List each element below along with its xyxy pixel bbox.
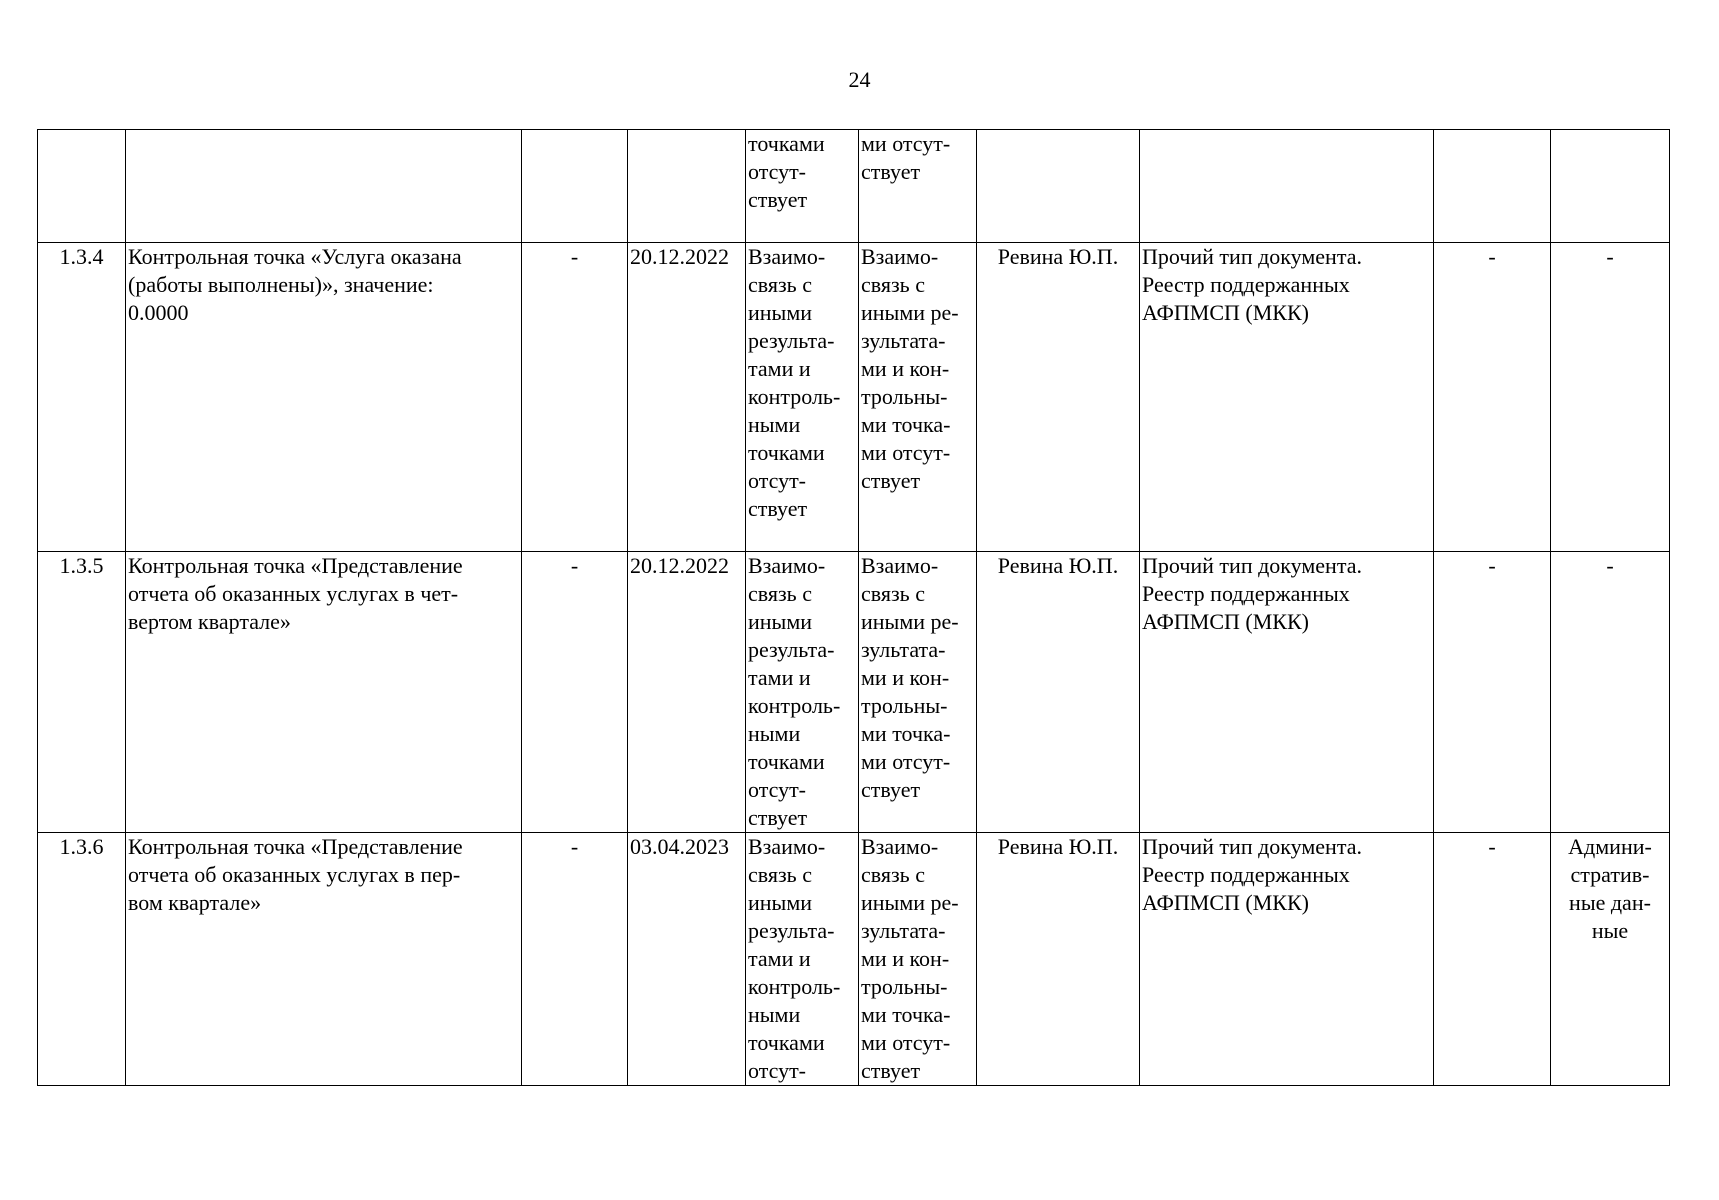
cell-base-value: - [522, 552, 628, 833]
cell-relation-results [746, 833, 859, 1086]
text-line: иными [748, 890, 813, 915]
text-line: иными ре- [861, 300, 959, 325]
cell-responsible [977, 130, 1140, 243]
cell-col9: - [1434, 552, 1551, 833]
text-line: результа- [748, 328, 835, 353]
text-line: связь с [861, 862, 925, 887]
cell-number [38, 130, 126, 243]
text-line: ми точка- [861, 412, 951, 437]
text-line: ми и кон- [861, 665, 950, 690]
text-line: точками [748, 749, 825, 774]
text-line: Прочий тип документа. [1142, 244, 1362, 269]
text-line: ствует [861, 468, 921, 493]
cell-document [1140, 552, 1434, 833]
cell-responsible: Ревина Ю.П. [977, 243, 1140, 552]
cell-document [1140, 243, 1434, 552]
text-line: 0.0000 [128, 300, 189, 325]
text-line: контроль- [748, 384, 841, 409]
text-line: тами и [748, 946, 811, 971]
control-points-table [37, 129, 1670, 1086]
text-line: ными [748, 1002, 801, 1027]
text-line: ствует [861, 777, 921, 802]
text-line: зультата- [861, 918, 946, 943]
cell-document [1140, 833, 1434, 1086]
text-line: ствует [861, 1058, 921, 1083]
text-line: точками [748, 1030, 825, 1055]
text-line: ные [1591, 918, 1629, 943]
cell-col9: - [1434, 243, 1551, 552]
text-line: зультата- [861, 328, 946, 353]
cell-col10 [1551, 243, 1670, 552]
text-line: отсут- [748, 777, 807, 802]
text-line: АФПМСП (МКК) [1142, 609, 1309, 634]
text-line: Прочий тип документа. [1142, 834, 1362, 859]
cell-document [1140, 130, 1434, 243]
table-row [38, 243, 1670, 552]
text-line: Контрольная точка «Услуга оказана [128, 244, 462, 269]
text-line: ствует [861, 159, 921, 184]
text-line: стратив- [1570, 862, 1650, 887]
text-line: Взаимо- [748, 244, 826, 269]
cell-responsible: Ревина Ю.П. [977, 833, 1140, 1086]
cell-relation-control [859, 552, 977, 833]
cell-responsible: Ревина Ю.П. [977, 552, 1140, 833]
text-line: отсут- [748, 159, 807, 184]
text-line: Взаимо- [861, 244, 939, 269]
text-line: связь с [861, 581, 925, 606]
text-line: Взаимо- [861, 834, 939, 859]
cell-relation-control [859, 833, 977, 1086]
text-line: трольны- [861, 693, 948, 718]
cell-relation-results [746, 130, 859, 243]
text-line: Взаимо- [748, 553, 826, 578]
text-line: результа- [748, 637, 835, 662]
text-line: ствует [748, 805, 808, 830]
text-line: отчета об оказанных услугах в чет- [128, 581, 459, 606]
text-line: Взаимо- [748, 834, 826, 859]
text-line: контроль- [748, 974, 841, 999]
text-line: АФПМСП (МКК) [1142, 890, 1309, 915]
text-line: тами и [748, 356, 811, 381]
text-line: точками [748, 440, 825, 465]
cell-number: 1.3.4 [38, 243, 126, 552]
text-line: Реестр поддержанных [1142, 862, 1350, 887]
text-line: Контрольная точка «Представление [128, 834, 463, 859]
text-line: ствует [748, 496, 808, 521]
cell-relation-results [746, 243, 859, 552]
text-line: - [1606, 553, 1614, 578]
text-line: Реестр поддержанных [1142, 272, 1350, 297]
text-line: ные дан- [1569, 890, 1651, 915]
text-line: ными [748, 721, 801, 746]
cell-base-value [522, 130, 628, 243]
text-line: иными [748, 300, 813, 325]
text-line: ми отсут- [861, 440, 951, 465]
text-line: отчета об оказанных услугах в пер- [128, 862, 461, 887]
text-line: связь с [748, 272, 812, 297]
cell-name [126, 243, 522, 552]
text-line: Админи- [1568, 834, 1652, 859]
cell-base-value: - [522, 243, 628, 552]
text-line: иными ре- [861, 890, 959, 915]
cell-date: 20.12.2022 [628, 552, 746, 833]
cell-name [126, 130, 522, 243]
text-line: (работы выполнены)», значение: [128, 272, 434, 297]
cell-name [126, 552, 522, 833]
cell-col9 [1434, 130, 1551, 243]
cell-col10 [1551, 833, 1670, 1086]
cell-col10 [1551, 552, 1670, 833]
cell-col9: - [1434, 833, 1551, 1086]
cell-name [126, 833, 522, 1086]
cell-number: 1.3.5 [38, 552, 126, 833]
cell-relation-results [746, 552, 859, 833]
text-line: ми отсут- [861, 1030, 951, 1055]
text-line: зультата- [861, 637, 946, 662]
text-line: ствует [748, 187, 808, 212]
text-line: Контрольная точка «Представление [128, 553, 463, 578]
cell-relation-control [859, 130, 977, 243]
text-line: точками [748, 131, 825, 156]
text-line: АФПМСП (МКК) [1142, 300, 1309, 325]
table-row [38, 552, 1670, 833]
table-row-continuation [38, 130, 1670, 243]
text-line: ми и кон- [861, 946, 950, 971]
cell-date [628, 130, 746, 243]
text-line: ными [748, 412, 801, 437]
text-line: связь с [748, 862, 812, 887]
text-line: трольны- [861, 384, 948, 409]
text-line: вом квартале» [128, 890, 262, 915]
text-line: ми и кон- [861, 356, 950, 381]
text-line: отсут- [748, 1058, 807, 1083]
text-line: иными ре- [861, 609, 959, 634]
text-line: ми отсут- [861, 131, 951, 156]
text-line: иными [748, 609, 813, 634]
cell-date: 03.04.2023 [628, 833, 746, 1086]
text-line: связь с [748, 581, 812, 606]
cell-base-value: - [522, 833, 628, 1086]
cell-number: 1.3.6 [38, 833, 126, 1086]
cell-col10 [1551, 130, 1670, 243]
text-line: ми точка- [861, 1002, 951, 1027]
text-line: Взаимо- [861, 553, 939, 578]
text-line: отсут- [748, 468, 807, 493]
table-row [38, 833, 1670, 1086]
text-line: Прочий тип документа. [1142, 553, 1362, 578]
text-line: Реестр поддержанных [1142, 581, 1350, 606]
text-line: ми отсут- [861, 749, 951, 774]
text-line: - [1606, 244, 1614, 269]
cell-relation-control [859, 243, 977, 552]
text-line: трольны- [861, 974, 948, 999]
cell-date: 20.12.2022 [628, 243, 746, 552]
text-line: тами и [748, 665, 811, 690]
text-line: ми точка- [861, 721, 951, 746]
text-line: связь с [861, 272, 925, 297]
text-line: контроль- [748, 693, 841, 718]
text-line: результа- [748, 918, 835, 943]
text-line: вертом квартале» [128, 609, 291, 634]
page-number: 24 [848, 67, 871, 92]
